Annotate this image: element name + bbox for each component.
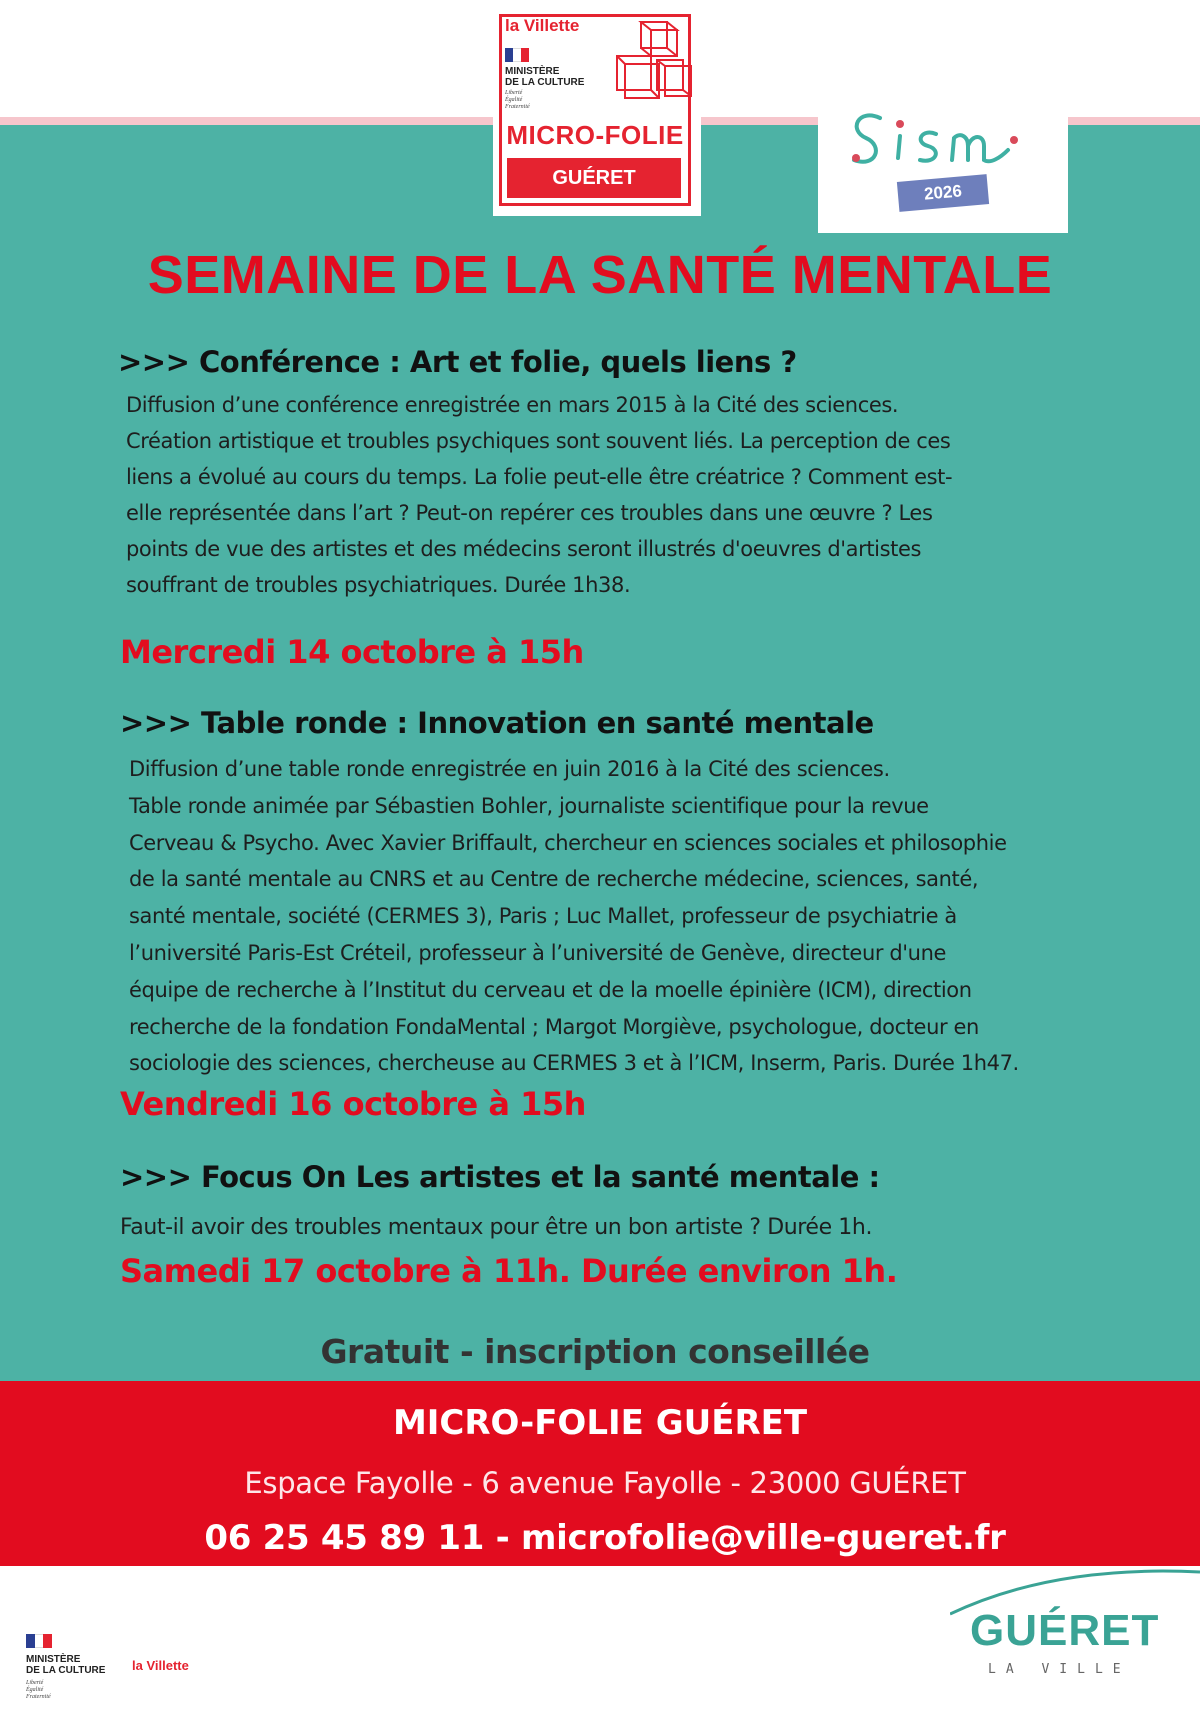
ministere-line1: MINISTÈRE (26, 1654, 81, 1665)
body-line: santé mentale, société (CERMES 3), Paris ; Luc Mallet, professeur de psychiatrie à (129, 904, 957, 929)
ministere-line1: MINISTÈRE (505, 66, 560, 77)
cubes-icon (611, 16, 693, 106)
french-flag-icon (505, 48, 529, 62)
body-line: recherche de la fondation FondaMental ; Margot Morgiève, psychologue, docteur en (129, 1014, 979, 1039)
lavillette-label: la Villette (505, 16, 580, 35)
motto-line: Égalité (505, 97, 523, 103)
microfolie-city: GUÉRET (507, 158, 681, 198)
body-line: sociologie des sciences, chercheuse au CERMES 3 et à l’ICM, Inserm, Paris. Durée 1h47. (129, 1051, 1019, 1076)
section-heading: >>> Focus On Les artistes et la santé mentale : (120, 1160, 880, 1194)
body-line: Table ronde animée par Sébastien Bohler, journaliste scientifique pour la revue (129, 793, 929, 818)
footer-lavillette-logo: la Villette (132, 1658, 189, 1673)
body-line: points de vue des artistes et des médecins seront illustrés d'oeuvres d'artistes (126, 537, 922, 561)
french-flag-icon (26, 1634, 52, 1648)
sism-logo (818, 88, 1068, 233)
body-line: Faut-il avoir des troubles mentaux pour être un bon artiste ? Durée 1h. (120, 1215, 873, 1240)
event-date: Samedi 17 octobre à 11h. Durée environ 1h. (120, 1252, 898, 1290)
body-line: équipe de recherche à l’Institut du cerveau et de la moelle épinière (ICM), direction (129, 977, 972, 1002)
section-body (129, 751, 1087, 1082)
body-line: Cerveau & Psycho. Avec Xavier Briffault, chercheur en sciences sociales et philosophie (129, 830, 1007, 855)
body-line: l’université Paris-Est Créteil, professeur à l’université de Genève, directeur d'une (129, 940, 947, 965)
motto-line: Liberté (505, 90, 523, 96)
sism-year: 2026 (897, 174, 989, 212)
gueret-logo (950, 1566, 1200, 1706)
ministere-label (505, 66, 584, 88)
ministere-line2: DE LA CULTURE (26, 1665, 106, 1676)
event-date: Vendredi 16 octobre à 15h (120, 1085, 586, 1123)
pricing-note: Gratuit - inscription conseillée (320, 1332, 870, 1371)
venue-name: MICRO-FOLIE GUÉRET (392, 1403, 808, 1443)
venue-contact: 06 25 45 89 11 - microfolie@ville-gueret.fr (204, 1518, 1006, 1558)
body-line: Création artistique et troubles psychiques sont souvent liés. La perception de ces (126, 429, 951, 453)
footer-ministere-logo (26, 1634, 105, 1701)
motto (505, 90, 530, 111)
gueret-wordmark: GUÉRET (970, 1606, 1160, 1655)
section-body (120, 1210, 1080, 1246)
ministere-label (26, 1654, 105, 1676)
body-line: liens a évolué au cours du temps. La folie peut-elle être créatrice ? Comment est- (126, 465, 953, 489)
event-date: Mercredi 14 octobre à 15h (120, 633, 584, 671)
body-line: souffrant de troubles psychiatriques. Durée 1h38. (126, 573, 631, 597)
body-line: Diffusion d’une conférence enregistrée en mars 2015 à la Cité des sciences. (126, 393, 899, 417)
body-line: Diffusion d’une table ronde enregistrée en juin 2016 à la Cité des sciences. (129, 757, 890, 781)
body-line: elle représentée dans l’art ? Peut-on repérer ces troubles dans une œuvre ? Les (126, 501, 933, 525)
motto-line: Fraternité (505, 104, 530, 110)
motto (26, 1680, 105, 1701)
section-body (126, 387, 1080, 603)
motto-line: Liberté (26, 1680, 44, 1686)
microfolie-logo (493, 8, 701, 216)
sism-wordmark-icon (818, 88, 1068, 233)
body-line: de la santé mentale au CNRS et au Centre de recherche médecine, sciences, santé, (129, 867, 979, 892)
section-heading: >>> Conférence : Art et folie, quels liens ? (118, 345, 797, 379)
motto-line: Fraternité (26, 1694, 51, 1700)
motto-line: Égalité (26, 1687, 44, 1693)
venue-address: Espace Fayolle - 6 avenue Fayolle - 23000 GUÉRET (244, 1466, 966, 1500)
section-heading: >>> Table ronde : Innovation en santé mentale (120, 706, 874, 740)
microfolie-title: MICRO-FOLIE (506, 120, 684, 150)
gueret-subtitle: LA VILLE (988, 1662, 1131, 1677)
ministere-line2: DE LA CULTURE (505, 77, 585, 88)
page-title: SEMAINE DE LA SANTÉ MENTALE (147, 245, 1053, 305)
